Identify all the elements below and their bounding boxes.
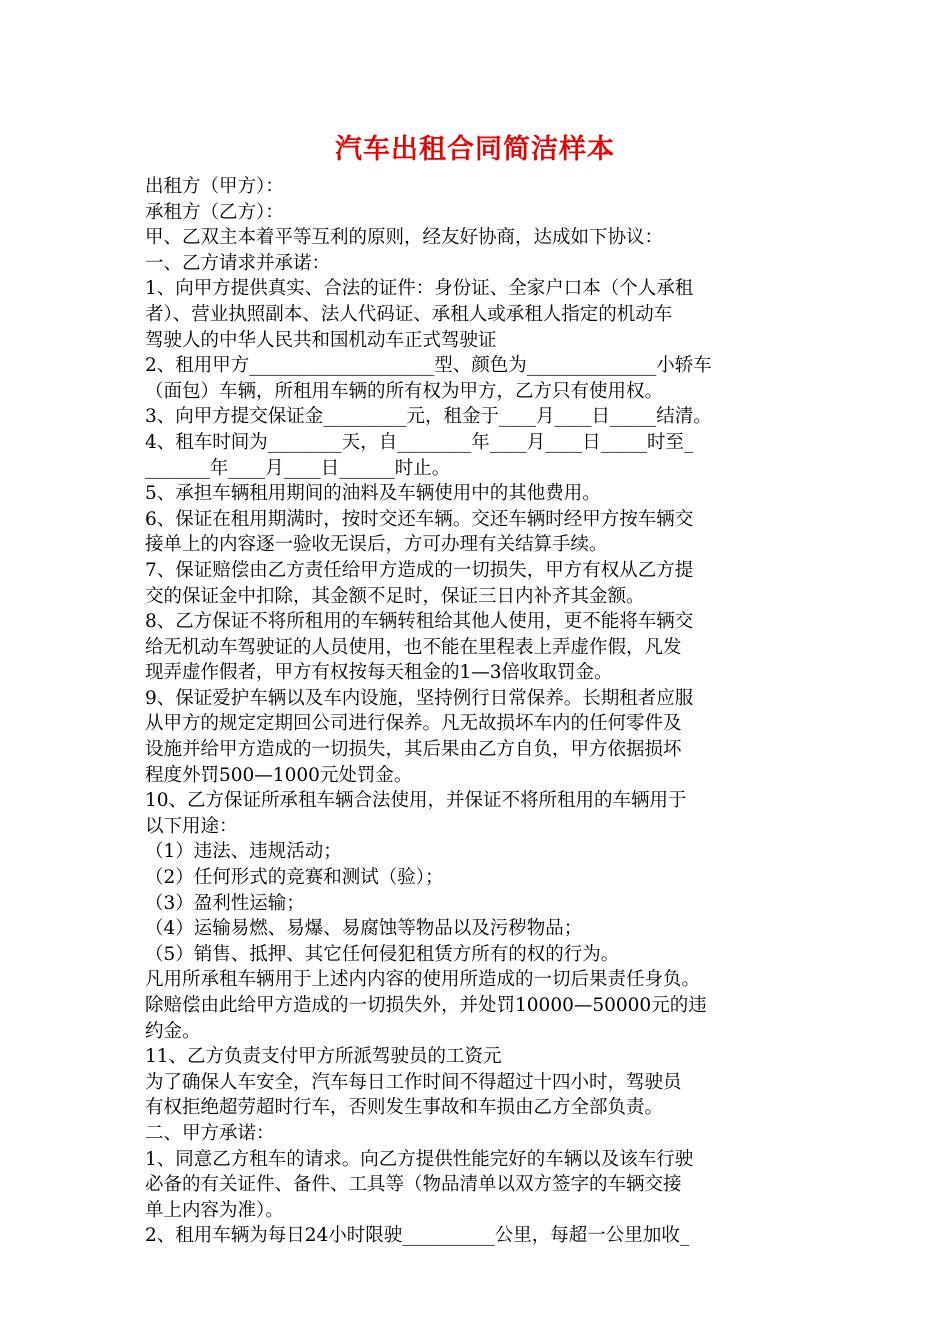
document-line: （3）盈利性运输； [145, 892, 305, 914]
document-line: （面包）车辆，所租用车辆的所有权为甲方，乙方只有使用权。 [145, 380, 664, 402]
document-line: （4）运输易燃、易爆、易腐蚀等物品以及污秽物品； [145, 918, 583, 940]
document-line: 1、向甲方提供真实、合法的证件：身份证、全家户口本（个人承租 [145, 278, 694, 300]
document-line: 7、保证赔偿由乙方责任给甲方造成的一切损失，甲方有权从乙方提 [145, 559, 694, 581]
document-line: 约金。 [145, 1020, 201, 1042]
document-line: （2）任何形式的竞赛和测试（验）； [145, 867, 444, 889]
document-line: 从甲方的规定定期回公司进行保养。凡无故损坏车内的任何零件及 [145, 713, 682, 735]
document-line: 11、乙方负责支付甲方所派驾驶员的工资元 [145, 1046, 502, 1068]
document-line: （5）销售、抵押、其它任何侵犯租赁方所有的权的行为。 [145, 943, 620, 965]
document-line: 承租方（乙方）： [145, 201, 284, 223]
document-line: 给无机动车驾驶证的人员使用，也不能在里程表上弄虚作假，凡发 [145, 636, 682, 658]
document-line: 凡用所承租车辆用于上述内内容的使用所造成的一切后果责任身负。 [145, 969, 701, 991]
document-line: 以下用途： [145, 815, 238, 837]
document-line: 单上内容为准）。 [145, 1199, 284, 1221]
document-line: 2、租用车辆为每日24小时限驶__________公里，每超一公里加收_ [145, 1225, 690, 1247]
document-line: 甲、乙双主本着平等互利的原则，经友好协商，达成如下协议： [145, 227, 664, 249]
document-line: 8、乙方保证不将所租用的车辆转租给其他人使用，更不能将车辆交 [145, 611, 694, 633]
document-line: 一、乙方请求并承诺： [145, 252, 331, 274]
document-line: _______年____月____日______时止。 [145, 457, 451, 479]
document-line: 2、租用甲方____________________型、颜色为______________小轿车 [145, 355, 712, 377]
document-line: 5、承担车辆租用期间的油料及车辆使用中的其他费用。 [145, 483, 601, 505]
document-line: 必备的有关证件、备件、工具等（物品清单以双方签字的车辆交接 [145, 1174, 682, 1196]
document-body [145, 174, 817, 1249]
document-line: 程度外罚500—1000元处罚金。 [145, 764, 413, 786]
document-line: 交的保证金中扣除，其金额不足时，保证三日内补齐其金额。 [145, 585, 645, 607]
document-line: 3、向甲方提交保证金_________元，租金于____月____日_____结清。 [145, 406, 712, 428]
document-line: 二、甲方承诺： [145, 1122, 275, 1144]
document-line: 1、同意乙方租车的请求。向乙方提供性能完好的车辆以及该车行驶 [145, 1148, 694, 1170]
document-line: 设施并给甲方造成的一切损失，其后果由乙方自负，甲方依据损坏 [145, 739, 682, 761]
document-line: 有权拒绝超劳超时行车，否则发生事故和车损由乙方全部负责。 [145, 1097, 664, 1119]
document-line: 接单上的内容逐一验收无误后，方可办理有关结算手续。 [145, 534, 608, 556]
document-line: 4、租车时间为________天，自________年____月____日_____时至_ [145, 431, 694, 453]
document-line: 除赔偿由此给甲方造成的一切损失外，并处罚10000—50000元的违 [145, 995, 707, 1016]
document-line: 出租方（甲方）： [145, 176, 284, 197]
document-line: 9、保证爱护车辆以及车内设施，坚持例行日常保养。长期租者应服 [145, 687, 694, 709]
document-title: 汽车出租合同简洁样本 [335, 134, 615, 165]
document-line: 驾驶人的中华人民共和国机动车正式驾驶证 [145, 329, 497, 351]
document-line: 现弄虚作假者，甲方有权按每天租金的1—3倍收取罚金。 [145, 662, 613, 684]
document-line: 10、乙方保证所承租车辆合法使用，并保证不将所租用的车辆用于 [145, 790, 687, 812]
document-line: 为了确保人车安全，汽车每日工作时间不得超过十四小时，驾驶员 [145, 1071, 682, 1093]
document-line: 者）、营业执照副本、法人代码证、承租人或承租人指定的机动车 [145, 303, 673, 325]
document-line: （1）违法、违规活动； [145, 841, 342, 863]
document-line: 6、保证在租用期满时，按时交还车辆。交还车辆时经甲方按车辆交 [145, 508, 694, 530]
